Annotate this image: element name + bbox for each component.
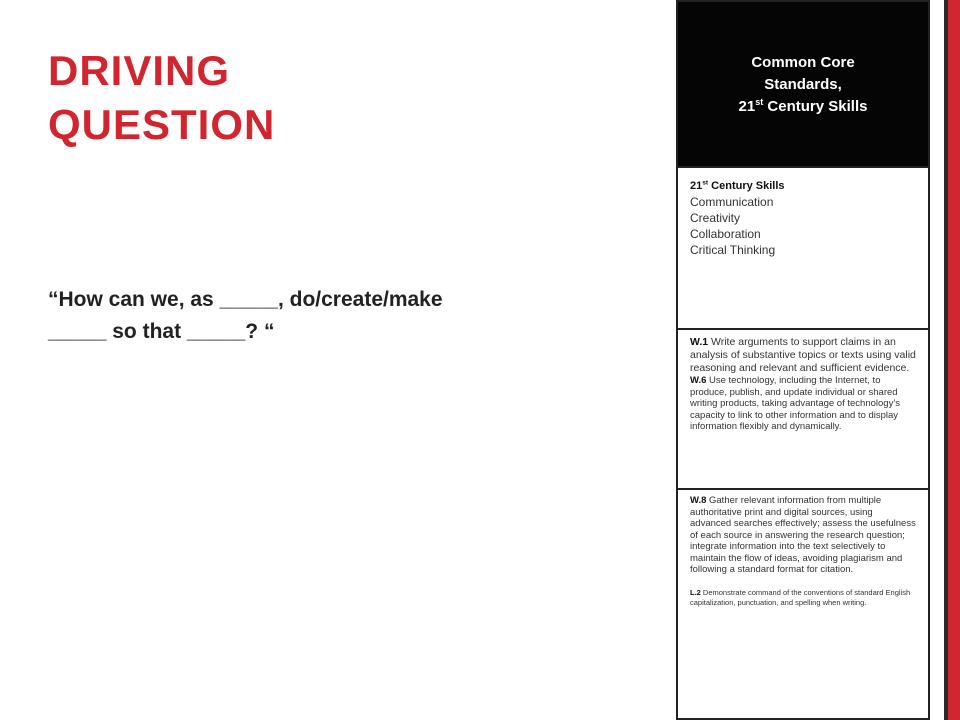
title-line-2: QUESTION — [48, 101, 276, 148]
standard-text: Use technology, including the Internet, to produce, publish, and update individual or shared writing products, taking advantage of technology’s capacity to link to other information and to display information flexibly and dynamically. — [690, 375, 901, 432]
standard-w1 — [690, 336, 916, 375]
standard-text: Demonstrate command of the conventions of standard English capitalization, punctuation, and spelling when writing. — [690, 587, 911, 607]
skills-heading-sup: st — [702, 179, 709, 187]
standard-w6 — [690, 375, 916, 433]
header-line-3-sup: st — [755, 97, 764, 107]
header-line-1: Common Core — [751, 54, 855, 71]
title-line-1: DRIVING — [48, 47, 231, 94]
skill-item: Collaboration — [690, 227, 761, 241]
standard-code: L.2 — [690, 587, 701, 597]
skill-item: Communication — [690, 195, 774, 209]
header-line-3-suffix: Century Skills — [763, 98, 868, 115]
question-line-1: “How can we, as _____, do/create/make — [48, 288, 443, 311]
slide-title — [48, 44, 548, 152]
standard-w8 — [690, 495, 916, 576]
skills-cell — [678, 168, 928, 330]
standard-text: Gather relevant information from multiple authoritative print and digital sources, using advanced searches effectively; assess the usefulness of each source in answering the research question; integrate information into the text selectively to maintain the flow of ideas, avoiding plagiarism and following a standard format for citation. — [690, 495, 916, 575]
skills-heading-prefix: 21 — [690, 180, 703, 192]
standard-code: W.1 — [690, 336, 709, 348]
standard-code: W.6 — [690, 375, 707, 386]
skill-item: Creativity — [690, 211, 741, 225]
table-header — [678, 2, 928, 168]
standard-l2 — [690, 588, 916, 608]
header-line-3 — [678, 96, 928, 118]
skills-heading — [690, 178, 916, 194]
accent-bar — [948, 0, 960, 720]
writing-standards-cell — [678, 330, 928, 490]
standards-table — [676, 0, 930, 720]
standard-code: W.8 — [690, 495, 707, 506]
header-line-3-prefix: 21 — [738, 98, 756, 115]
header-line-2: Standards, — [764, 76, 842, 93]
standard-text: Write arguments to support claims in an analysis of substantive topics or texts using valid reasoning and relevant and sufficient evidence. — [690, 336, 916, 374]
skill-item: Critical Thinking — [690, 243, 776, 257]
question-line-2: _____ so that _____? “ — [48, 320, 275, 343]
driving-question — [48, 284, 608, 348]
skills-heading-suffix: Century Skills — [708, 180, 785, 192]
research-standards-cell — [678, 490, 928, 720]
